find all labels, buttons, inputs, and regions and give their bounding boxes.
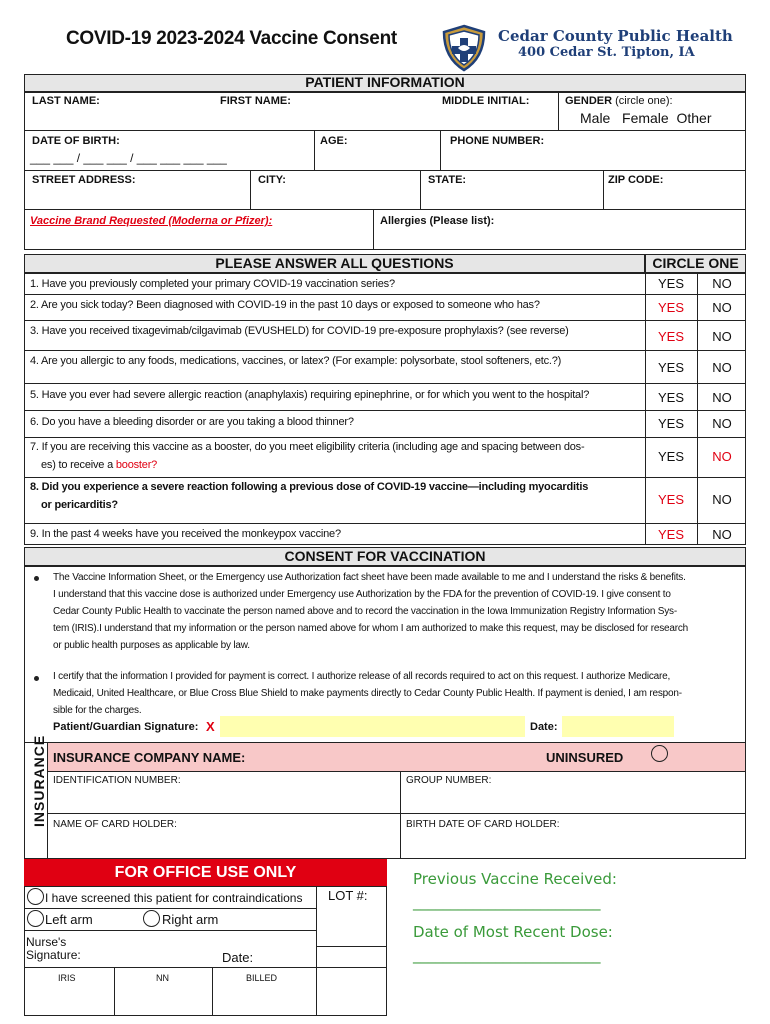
consent-date-field[interactable] bbox=[562, 716, 674, 737]
insurance-side-label: INSURANCE bbox=[31, 734, 47, 827]
questions-header: PLEASE ANSWER ALL QUESTIONS bbox=[24, 254, 645, 273]
org-name: Cedar County Public Health bbox=[498, 27, 733, 45]
q1-yes[interactable]: YES bbox=[657, 276, 684, 291]
q7-no[interactable]: NO bbox=[712, 449, 732, 464]
right-arm-radio[interactable] bbox=[143, 910, 160, 927]
question-8-cont: or pericarditis? bbox=[41, 499, 118, 511]
last-name-label: LAST NAME: bbox=[32, 95, 100, 107]
left-arm-radio[interactable] bbox=[27, 910, 44, 927]
previous-vaccine-line[interactable]: _________________________ bbox=[413, 893, 601, 911]
consent-paragraph-1: The Vaccine Information Sheet, or the Emergency use Authorization fact sheet have been made available to me and I understand the risks & benefits. I understand that this vaccine dose is authorized under Emergency use Authorization by the FDA for the prevention of COVID-19. I give consent to Cedar County Public Health to vaccinate the person named above and to record the vaccination in the Iowa Immunization Registry Information Sys- tem (IRIS).I understand that my information or the person named above for whom I am authorized to make this request, may be disclosed for research or public health purposes as applicable by law. bbox=[53, 572, 689, 651]
street-label: STREET ADDRESS: bbox=[32, 174, 136, 186]
question-6: 6. Do you have a bleeding disorder or are you taking a blood thinner? bbox=[30, 416, 354, 428]
dob-label: DATE OF BIRTH: bbox=[32, 135, 120, 147]
billed-label: BILLED bbox=[246, 973, 278, 983]
q3-yes[interactable]: YES bbox=[657, 329, 684, 344]
question-1: 1. Have you previously completed your primary COVID-19 vaccination series? bbox=[30, 278, 395, 290]
signature-label: Patient/Guardian Signature: bbox=[53, 721, 199, 733]
right-arm-label: Right arm bbox=[162, 912, 219, 927]
question-5: 5. Have you ever had severe allergic reaction (anaphylaxis) requiring epinephrine, or for which you went to the hospital? bbox=[30, 389, 590, 401]
question-7-cont: es) to receive a bbox=[41, 459, 114, 471]
recent-dose-line[interactable]: _________________________ bbox=[413, 946, 601, 964]
first-name-label: FIRST NAME: bbox=[220, 95, 291, 107]
nn-label: NN bbox=[156, 973, 169, 983]
q7-yes[interactable]: YES bbox=[657, 449, 684, 464]
question-9: 9. In the past 4 weeks have you received the monkeypox vaccine? bbox=[30, 528, 341, 540]
consent-header: CONSENT FOR VACCINATION bbox=[24, 547, 746, 566]
q8-yes[interactable]: YES bbox=[657, 492, 684, 507]
q9-yes[interactable]: YES bbox=[657, 527, 684, 542]
question-8: 8. Did you experience a severe reaction following a previous dose of COVID-19 vaccine—including myocarditis bbox=[30, 481, 589, 493]
q6-no[interactable]: NO bbox=[712, 416, 732, 431]
nurse-signature-label: Nurse's Signature: bbox=[26, 935, 81, 962]
group-number-label: GROUP NUMBER: bbox=[406, 775, 492, 786]
office-use-header: FOR OFFICE USE ONLY bbox=[24, 859, 387, 886]
question-4: 4. Are you allergic to any foods, medications, vaccines, or latex? (For example: polysorbate, stool softeners, etc.?) bbox=[30, 355, 562, 367]
state-label: STATE: bbox=[428, 174, 467, 186]
birth-date-label: BIRTH DATE OF CARD HOLDER: bbox=[406, 819, 560, 830]
q5-no[interactable]: NO bbox=[712, 390, 732, 405]
question-7-booster: booster? bbox=[115, 459, 158, 471]
age-label: AGE: bbox=[320, 135, 348, 147]
city-label: CITY: bbox=[258, 174, 286, 186]
recent-dose-label: Date of Most Recent Dose: bbox=[413, 923, 613, 941]
bullet-dot-icon bbox=[34, 576, 39, 581]
org-address: 400 Cedar St. Tipton, IA bbox=[518, 45, 695, 60]
screened-radio[interactable] bbox=[27, 888, 44, 905]
question-2: 2. Are you sick today? Been diagnosed with COVID-19 in the past 10 days or exposed to someone who has? bbox=[30, 299, 540, 311]
q5-yes[interactable]: YES bbox=[657, 390, 684, 405]
phone-label: PHONE NUMBER: bbox=[450, 135, 545, 147]
uninsured-label: UNINSURED bbox=[546, 750, 624, 765]
gender-hint: (circle one): bbox=[615, 95, 673, 107]
lot-label: LOT #: bbox=[328, 888, 368, 903]
uninsured-radio[interactable] bbox=[651, 745, 668, 762]
question-7: 7. If you are receiving this vaccine as a booster, do you meet eligibility criteria (including age and spacing between dos- bbox=[30, 441, 585, 453]
q2-no[interactable]: NO bbox=[712, 300, 732, 315]
middle-initial-label: MIDDLE INITIAL: bbox=[442, 95, 530, 107]
gender-options[interactable]: Male Female Other bbox=[580, 110, 712, 126]
patient-info-header: PATIENT INFORMATION bbox=[24, 74, 746, 92]
q9-no[interactable]: NO bbox=[712, 527, 732, 542]
allergies-label: Allergies (Please list): bbox=[380, 215, 495, 227]
office-date-label: Date: bbox=[222, 950, 254, 965]
q1-no[interactable]: NO bbox=[712, 276, 732, 291]
brand-label: Vaccine Brand Requested (Moderna or Pfizer): bbox=[30, 215, 273, 227]
county-shield-logo-icon bbox=[440, 24, 488, 72]
iris-label: IRIS bbox=[58, 973, 76, 983]
question-3: 3. Have you received tixagevimab/cilgavimab (EVUSHELD) for COVID-19 pre-exposure prophylaxis? (see reverse) bbox=[30, 325, 569, 337]
previous-vaccine-label: Previous Vaccine Received: bbox=[413, 870, 617, 888]
signature-field[interactable] bbox=[220, 716, 525, 737]
q4-no[interactable]: NO bbox=[712, 360, 732, 375]
q2-yes[interactable]: YES bbox=[657, 300, 684, 315]
consent-paragraph-2: I certify that the information I provided for payment is correct. I authorize release of all records required to act on this request. I authorize Medicare, Medicaid, United Healthcare, or Blue Cross Blue Shield to make payments directly to Cedar County Public Health. If payment is denied, I am respon- sible for the charges. bbox=[53, 671, 682, 716]
signature-x: X bbox=[206, 719, 215, 734]
dob-format[interactable]: ___ ___ / ___ ___ / ___ ___ ___ ___ bbox=[30, 151, 227, 165]
gender-label: GENDER bbox=[565, 95, 613, 107]
q4-yes[interactable]: YES bbox=[657, 360, 684, 375]
consent-date-label: Date: bbox=[530, 721, 558, 733]
left-arm-label: Left arm bbox=[45, 912, 93, 927]
card-holder-label: NAME OF CARD HOLDER: bbox=[53, 819, 177, 830]
questions-box bbox=[24, 273, 746, 545]
insurance-company-label: INSURANCE COMPANY NAME: bbox=[53, 750, 246, 765]
zip-label: ZIP CODE: bbox=[608, 174, 664, 186]
circle-one-header: CIRCLE ONE bbox=[645, 254, 746, 273]
form-title: COVID-19 2023-2024 Vaccine Consent bbox=[66, 28, 397, 49]
screened-label: I have screened this patient for contraindications bbox=[45, 891, 303, 905]
q8-no[interactable]: NO bbox=[712, 492, 732, 507]
bullet-dot-icon bbox=[34, 676, 39, 681]
id-number-label: IDENTIFICATION NUMBER: bbox=[53, 775, 181, 786]
q3-no[interactable]: NO bbox=[712, 329, 732, 344]
q6-yes[interactable]: YES bbox=[657, 416, 684, 431]
